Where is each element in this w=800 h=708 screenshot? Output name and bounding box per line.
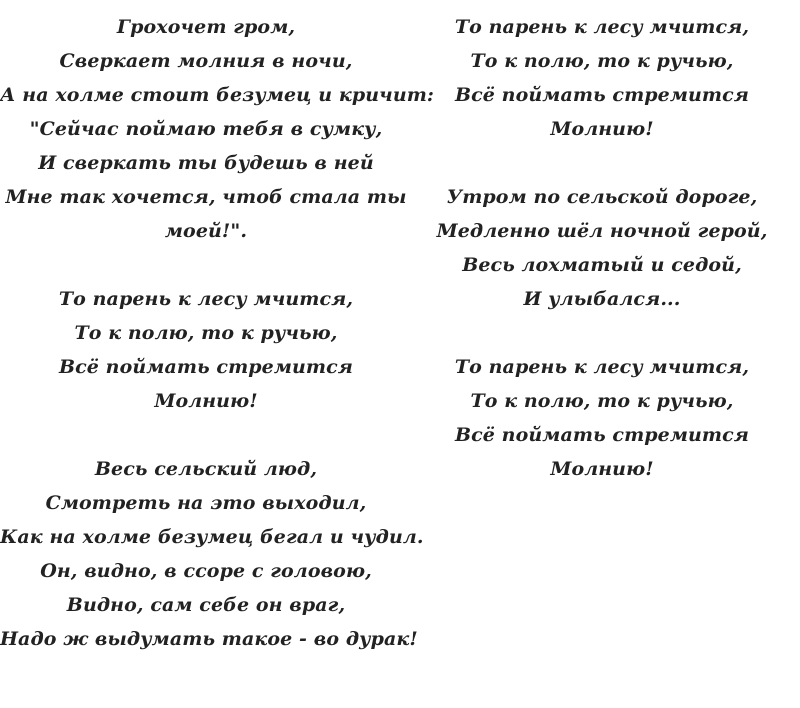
stanza bbox=[404, 350, 800, 486]
poem-line: Грохочет гром, bbox=[116, 16, 296, 38]
poem-right-column bbox=[404, 10, 800, 520]
poem-line: И сверкать ты будешь в ней bbox=[38, 152, 374, 174]
poem-line: То к полю, то к ручью, bbox=[74, 322, 338, 344]
poem-line: Мне так хочется, чтоб стала ты bbox=[5, 186, 407, 208]
poem-line: Как на холме безумец бегал и чудил. bbox=[0, 526, 424, 548]
poem-line: То к полю, то к ручью, bbox=[470, 390, 734, 412]
poem-line: То парень к лесу мчится, bbox=[454, 356, 750, 378]
poem-line: "Сейчас поймаю тебя в сумку, bbox=[29, 118, 383, 140]
stanza bbox=[0, 282, 412, 418]
poem-line: Смотреть на это выходил, bbox=[45, 492, 367, 514]
stanza bbox=[404, 10, 800, 146]
poem-line: Медленно шёл ночной герой, bbox=[436, 220, 768, 242]
stanza bbox=[404, 180, 800, 316]
poem-line: Он, видно, в ссоре с головою, bbox=[40, 560, 372, 582]
poem-line: Всё поймать стремится bbox=[454, 84, 750, 106]
poem-line: Молнию! bbox=[550, 118, 654, 140]
poem-line: То парень к лесу мчится, bbox=[58, 288, 354, 310]
poem-line: То к полю, то к ручью, bbox=[470, 50, 734, 72]
poem-line: Всё поймать стремится bbox=[58, 356, 354, 378]
poem-line: Утром по сельской дороге, bbox=[446, 186, 758, 208]
poem-line: Молнию! bbox=[550, 458, 654, 480]
poem-line: Видно, сам себе он враг, bbox=[66, 594, 346, 616]
poem-line: Весь сельский люд, bbox=[94, 458, 318, 480]
poem-left-column bbox=[0, 10, 435, 690]
poem-line: То парень к лесу мчится, bbox=[454, 16, 750, 38]
poem-line: Всё поймать стремится bbox=[454, 424, 750, 446]
poem-line: Молнию! bbox=[154, 390, 258, 412]
poem-line: Надо ж выдумать такое - во дурак! bbox=[0, 628, 418, 650]
stanza bbox=[0, 10, 435, 248]
poem-line: моей!". bbox=[164, 220, 248, 242]
stanza bbox=[0, 452, 424, 656]
poem-line: А на холме стоит безумец и кричит: bbox=[0, 84, 435, 106]
poem-line: И улыбался... bbox=[523, 288, 681, 310]
poem-line: Весь лохматый и седой, bbox=[462, 254, 742, 276]
poem-line: Сверкает молния в ночи, bbox=[59, 50, 353, 72]
